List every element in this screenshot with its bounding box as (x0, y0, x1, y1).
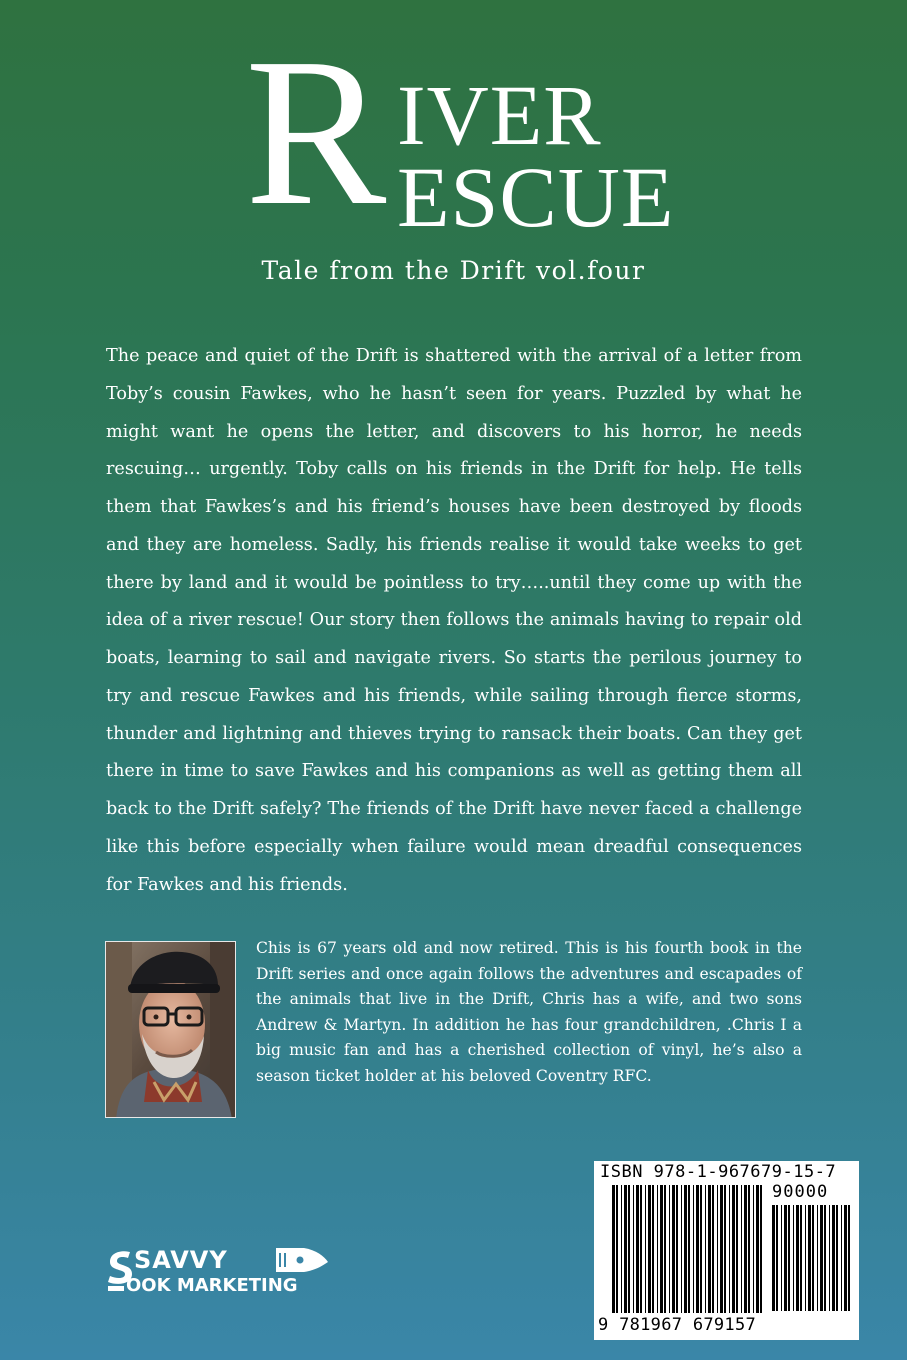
logo-line-1: SAVVY (134, 1246, 228, 1274)
publisher-logo (104, 1240, 334, 1300)
author-bio: Chis is 67 years old and now retired. This is his fourth book in the Drift series and once again follows the adventures and escapades of the animals that live in the Drift, Chris has a wife, and two sons Andrew & Martyn. In addition he has four grandchildren, .Chris I a big music fan and has a cherished collection of vinyl, he’s also a season ticket holder at his beloved Coventry RFC. (256, 939, 802, 1085)
logo-line-2: OOK MARKETING (126, 1275, 298, 1296)
isbn-barcode (594, 1161, 859, 1340)
title-word-river: IVER (397, 67, 602, 163)
author-portrait-image (106, 942, 236, 1118)
title-word-rescue: ESCUE (397, 149, 675, 245)
savvy-book-marketing-logo (104, 1240, 334, 1300)
book-blurb: The peace and quiet of the Drift is shattered with the arrival of a letter from Toby’s cousin Fawkes, who he hasn’t seen for years. Puzzled by what he might want he opens the letter, and discovers to his horror, he needs rescuing… urgently. Toby calls on his friends in the Drift for help. He tells them that Fawkes’s and his friend’s houses have been destroyed by floods and they are homeless. Sadly, his friends realise it would take weeks to get there by land and it would be pointless to try…..until they come up with the idea of a river rescue! Our story then follows the animals having to repair old boats, learning to sail and navigate rivers. So starts the perilous journey to try and rescue Fawkes and his friends, while sailing through fierce storms, thunder and lightning and thieves trying to ransack their boats. Can they get there in time to save Fawkes and his companions as well as getting them all back to the Drift safely? The friends of the Drift have never faced a challenge like this before especially when failure would mean dreadful consequences for Fawkes and his friends. (106, 346, 802, 895)
barcode-bars (594, 1161, 859, 1340)
title-initial: R (245, 14, 387, 249)
book-subtitle: Tale from the Drift vol.four (261, 256, 646, 285)
barcode-ean-number: 9 781967 679157 (598, 1315, 757, 1335)
book-title (240, 14, 680, 249)
author-photo (105, 941, 236, 1118)
isbn-label: ISBN 978-1-967679-15-7 (600, 1162, 837, 1182)
barcode-addon-number: 90000 (772, 1182, 829, 1202)
